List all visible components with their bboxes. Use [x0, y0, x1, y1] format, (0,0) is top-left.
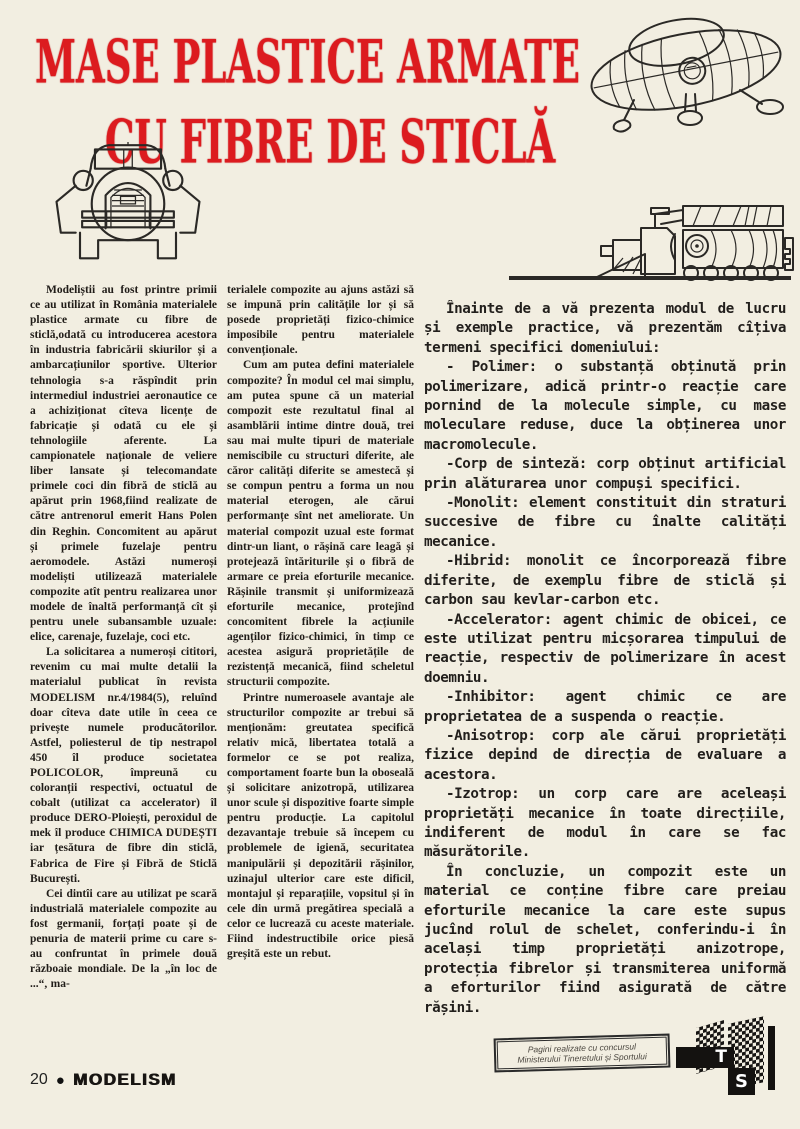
paragraph: Printre numeroasele avantaje ale structurilor compozite ar trebui să menționăm: greutatea specifică relativ mică, libertatea totală a formelor ce se pot realiza, comportament foarte bun la oboseală și solicitare anizotropă, utilizarea unor scule și dispozitive foarte simple pentru producție. La capitolul dezavantaje trebuie să începem cu problemele de igienă, securitatea manipulării și depozitării rășinilor, uzinajul ulterior care este dificil, montajul și reparațiile, vopsitul și în cele din urmă pregătirea specială a celor ce lucrează cu aceste materiale. Fiind indestructibile orice piesă greșită este un rebut.	[227, 691, 414, 961]
paragraph: La solicitarea a numeroși cititori, revenim cu mai multe detalii la materialul publicat în revista MODELISM nr.4/1984(5), reluînd doar cîteva date utile în ceea ce privește numele producătorilor. Astfel, poliesterul de tip nestrapol 450 îl produce societatea POLICOLOR, împreună cu coloranții respectivi, octuatul de cobalt (utilizat ca accelerator) îl produce DERO-Ploiești, peroxidul de mek îl produce CHIMICA DUDEȘTI iar țesătura de fibre din sticlă, Fabrica de Fire și Fibră de Sticlă București.	[30, 646, 217, 885]
text-column-1	[30, 283, 217, 1065]
page-footer	[30, 1070, 176, 1090]
page-number: 20	[30, 1071, 48, 1088]
paragraph: -Inhibitor: agent chimic ce are proprietatea de a suspenda o reacție.	[424, 689, 786, 725]
paragraph: Cei dintîi care au utilizat pe scară industrială materialele compozite au fost germanii, forțați poate și de penuria de materii prime cu care s-au confruntat în primele două războaie mondiale. De la „în loc de ...“, ma-	[30, 887, 217, 991]
logo-letter-s: S	[728, 1068, 755, 1095]
paragraph: -Corp de sinteză: corp obținut artificial prin alăturarea unor compuși specifici.	[424, 456, 786, 492]
paragraph: -Monolit: element constituit din straturi succesive de fibre cu înalte calități mecanice.	[424, 495, 786, 550]
paragraph: Cum am putea defini materialele compozite? În modul cel mai simplu, am putea spune că un material compozit este rezultatul final al asamblării intime dintre două, trei sau mai multe tipuri de materiale nemiscibile cu structuri diferite, ale căror calități diferite se amestecă și se compun pentru a forma un nou material eterogen, ale cărui performanțe sînt net ameliorate. Un material compozit uzual este format dintr-un liant, o rășină care leagă și protejează întăriturile și o fibră de armare ce preia eforturile mecanice. Rășinile transmit și uniformizează eforturile mecanice, protejînd concomitent fibrele la acțiunile agenților fizico-chimici, în timp ce acestea asigură proprietățile de rezistență mecanică, fiind scheletul structurii compozite.	[227, 359, 414, 689]
article-title-line-1: MASE PLASTICE ARMATE	[35, 26, 580, 98]
paragraph: -Anisotrop: corp ale cărui proprietăți fizice depind de direcția de evaluare a acestora.	[424, 727, 786, 783]
text-column-3	[424, 300, 786, 1042]
logo-letter-t: T	[676, 1047, 734, 1068]
paragraph: Modeliștii au fost printre primii ce au utilizat în România materialele plastice armate cu fibre de sticlă,odată cu introducerea acestora în industria fabricării skiurilor și a ambarcațiunilor sportive. Ulterior tehnologia s-a răspîndit prin intermediul industriei aeronautice ce a achiziționat cîteva licențe de fabricație și odată cu ele și tehnologiile aferente. La campionatele naționale de veliere liber lansate și telecomandate primele coci din fibră de sticlă au apărut prin 1968,fiind realizate de către antrenorul emerit Hans Polen din Reghin. Concomitent au apărut și primele fuzelaje pentru aeromodele. Astăzi numeroși modeliști utilizează materialele compozite atît pentru realizarea unor modele de înaltă performanță cît și pentru unele subansamble uzuale: elice, carenaje, fuzelaje, coci etc.	[30, 284, 217, 644]
ts-sport-logo	[676, 1020, 778, 1098]
paragraph: Înainte de a vă prezenta modul de lucru și exemple practice, vă prezentăm cîțiva termeni specifici domeniului:	[424, 301, 786, 356]
flying-saucer-illustration	[572, 8, 800, 140]
paragraph: - Polimer: o substanță obținută prin polimerizare, adică printr-o reacție care pornind de la molecule simple, cu mase moleculare reduse, duce la obținerea unor macromolecule.	[424, 359, 786, 453]
paragraph: -Hibrid: monolit ce încorporează fibre diferite, de exemplu fibre de sticlă și carbon sau kevlar-carbon etc.	[424, 553, 786, 609]
text-column-2	[227, 283, 414, 1065]
paragraph: terialele compozite au ajuns astăzi să se impună prin calitățile lor și să posede proprietăți fizico-chimice imposibile pentru materialele convenționale.	[227, 284, 414, 357]
paragraph: -Accelerator: agent chimic de obicei, ce este utilizat pentru micșorarea timpului de reacție, respectiv de polimerizare în acest doemniu.	[424, 611, 786, 686]
magazine-name: MODELISM	[72, 1070, 177, 1089]
credit-box	[494, 1034, 671, 1073]
vintage-car-illustration	[48, 132, 208, 280]
logo-right-bar	[768, 1026, 775, 1090]
bullet-icon: ●	[55, 1071, 65, 1089]
paragraph: În concluzie, un compozit este un material ce conține fibre care preiau eforturile mecanice la care este supus jucînd rolul de schelet, conferindu-i în același timp proprietăți anizotrope, protecția fibrelor și transmiterea uniformă a eforturilor fiind asigurată de către rășini.	[424, 863, 786, 1016]
article-title-line-2: CU FIBRE DE STICLĂ	[105, 106, 556, 178]
credit-line-1: Pagini realizate cu concursul	[527, 1041, 637, 1055]
credit-line-2: Ministerului Tineretului și Sportului	[517, 1051, 647, 1065]
locomotive-illustration	[505, 198, 795, 286]
paragraph: -Izotrop: un corp care are aceleași proprietăți mecanice în toate direcțiile, indiferent de modul în care se fac măsurătorile.	[424, 786, 786, 861]
